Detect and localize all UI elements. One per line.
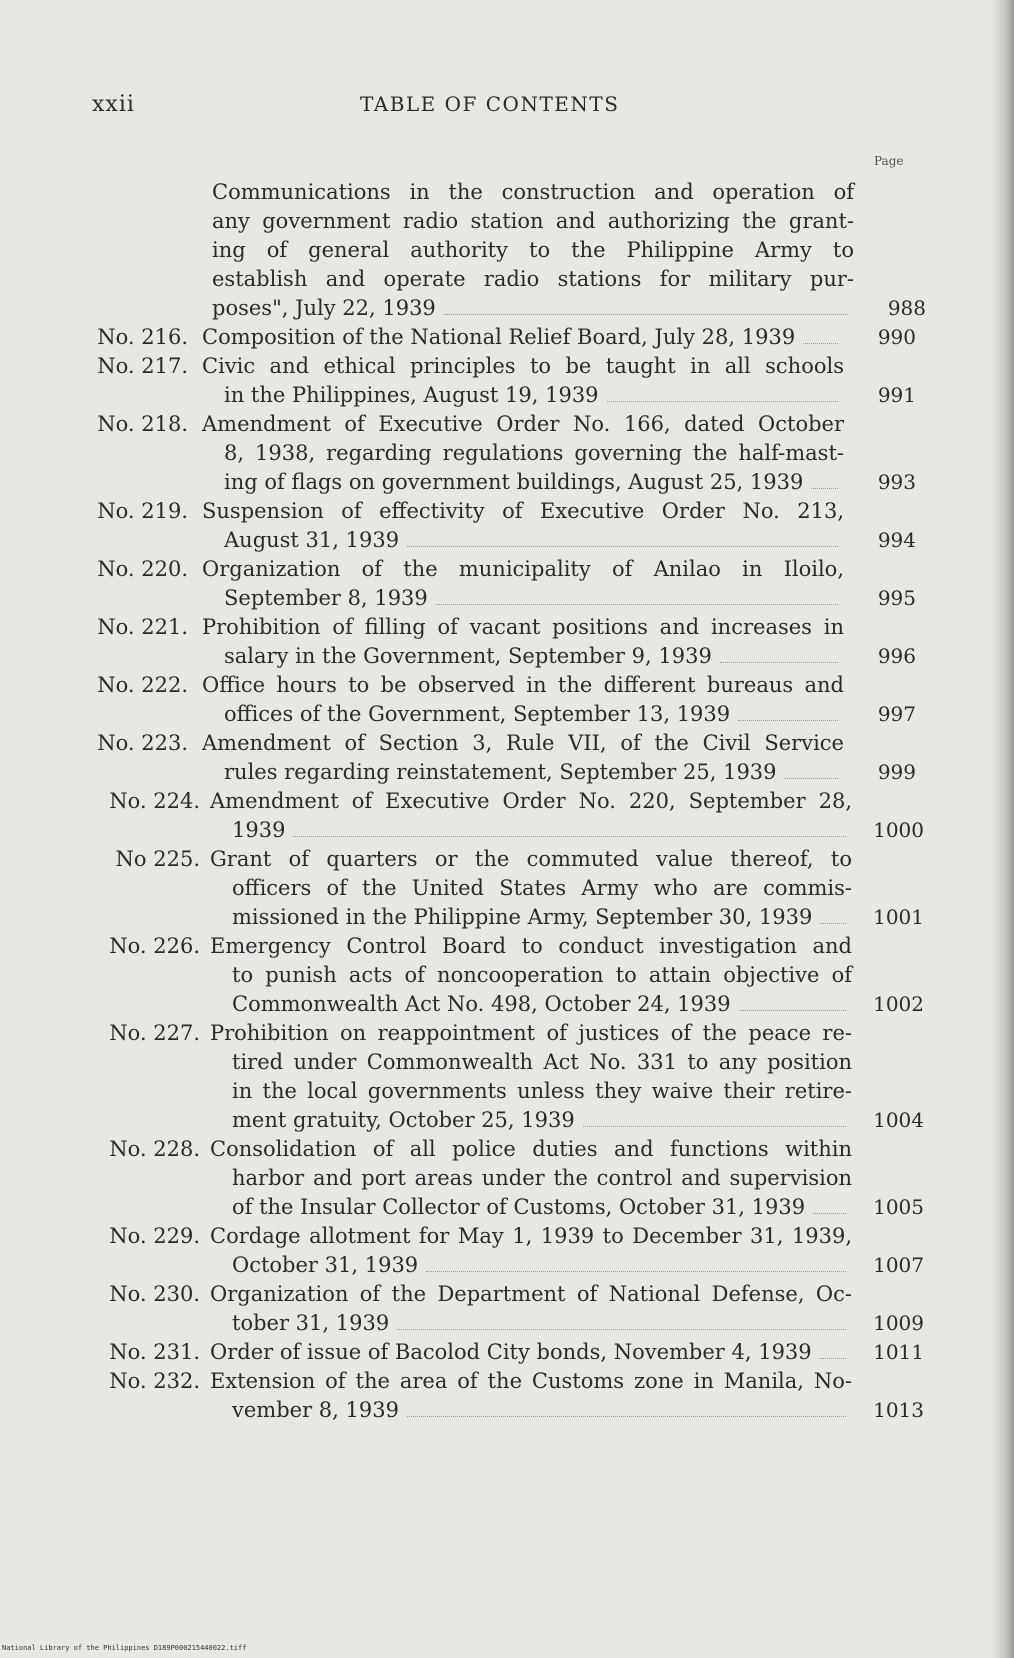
entry-line [210, 1338, 852, 1367]
dot-leader [820, 1357, 846, 1359]
order-number: No. 220. [97, 557, 188, 581]
entry-title [202, 497, 916, 555]
entry-title [210, 845, 924, 932]
toc-entry [0, 1280, 1014, 1338]
entry-line: in the local governments unless they waive their retire- [232, 1079, 852, 1103]
entry-line-text: in the Philippines, August 19, 1939 [224, 383, 599, 407]
page-number: 1001 [873, 905, 924, 929]
entry-line [202, 584, 844, 613]
entry-line: Communications in the construction and operation of [212, 180, 854, 204]
page-number: 1005 [873, 1195, 924, 1219]
page-number: 988 [887, 296, 926, 320]
entry-line [210, 903, 852, 932]
entry-line-text: Composition of the National Relief Board, July 28, 1939 [202, 325, 796, 349]
dot-leader [738, 719, 838, 721]
page-number: 995 [877, 586, 916, 610]
entry-title [210, 932, 924, 1019]
entry-line-text: of the Insular Collector of Customs, October 31, 1939 [232, 1195, 806, 1219]
page-number: 991 [877, 383, 916, 407]
toc-entry [0, 845, 1014, 932]
entry-line: Suspension of effectivity of Executive Order No. 213, [202, 499, 844, 523]
entry-line [202, 323, 844, 352]
order-number: No. 218. [97, 412, 188, 436]
order-number: No. 228. [109, 1137, 200, 1161]
entry-line [210, 1193, 852, 1222]
toc-entry [0, 323, 1014, 352]
entry-line: Amendment of Executive Order No. 166, dated October [202, 412, 844, 436]
entry-line: Grant of quarters or the commuted value thereof, to [210, 847, 852, 871]
entry-title [202, 410, 916, 497]
toc-entry [0, 178, 1014, 323]
entry-line: tired under Commonwealth Act No. 331 to any position [232, 1050, 852, 1074]
order-number: No. 217. [97, 354, 188, 378]
toc-entry [0, 352, 1014, 410]
dot-leader [820, 922, 846, 924]
entry-line [212, 294, 854, 323]
dot-leader [444, 313, 848, 315]
entry-line: Extension of the area of the Customs zone in Manila, No- [210, 1369, 852, 1393]
entry-line [210, 816, 852, 845]
order-number: No. 229. [109, 1224, 200, 1248]
entry-line: Amendment of Executive Order No. 220, September 28, [210, 789, 852, 813]
toc-entries [0, 178, 1014, 1425]
page-header [92, 92, 932, 122]
toc-entry [0, 613, 1014, 671]
entry-title [210, 1135, 924, 1222]
dot-leader [720, 661, 838, 663]
toc-entry [0, 729, 1014, 787]
entry-line: officers of the United States Army who are commis- [232, 876, 852, 900]
page-number: 1009 [873, 1311, 924, 1335]
entry-line [202, 468, 844, 497]
order-number: No. 216. [97, 325, 188, 349]
page-number: 990 [877, 325, 916, 349]
toc-entry [0, 1019, 1014, 1135]
entry-line [210, 990, 852, 1019]
entry-title [202, 323, 916, 352]
page-number: 994 [877, 528, 916, 552]
entry-line-text: Commonwealth Act No. 498, October 24, 1939 [232, 992, 731, 1016]
order-number: No. 231. [109, 1340, 200, 1364]
page-number: 993 [877, 470, 916, 494]
page-number: 1007 [873, 1253, 924, 1277]
toc-entry [0, 1338, 1014, 1367]
entry-line-text: August 31, 1939 [224, 528, 400, 552]
entry-line [202, 758, 844, 787]
order-number: No. 230. [109, 1282, 200, 1306]
entry-title [210, 1367, 924, 1425]
toc-entry [0, 1135, 1014, 1222]
entry-line: Office hours to be observed in the different bureaus and [202, 673, 844, 697]
entry-line: Prohibition on reappointment of justices of the peace re- [210, 1021, 852, 1045]
entry-line [202, 526, 844, 555]
entry-title [210, 1280, 924, 1338]
scan-footer: National Library of the Philippines D189P000215440022.tiff [2, 1644, 247, 1652]
entry-line [210, 1396, 852, 1425]
entry-line: Organization of the municipality of Anilao in Iloilo, [202, 557, 844, 581]
order-number: No. 226. [109, 934, 200, 958]
dot-leader [803, 342, 838, 344]
page-number: 1002 [873, 992, 924, 1016]
toc-entry [0, 410, 1014, 497]
entry-line-text: tober 31, 1939 [232, 1311, 390, 1335]
entry-line: Organization of the Department of National Defense, Oc- [210, 1282, 852, 1306]
entry-line-text: salary in the Government, September 9, 1939 [224, 644, 712, 668]
page-number: 1000 [873, 818, 924, 842]
entry-line: Prohibition of filling of vacant positions and increases in [202, 615, 844, 639]
entry-line [210, 1309, 852, 1338]
entry-line: any government radio station and authorizing the grant- [212, 209, 854, 233]
order-number: No 225. [115, 847, 200, 871]
dot-leader [785, 777, 838, 779]
toc-entry [0, 497, 1014, 555]
entry-line [210, 1251, 852, 1280]
dot-leader [407, 1415, 846, 1417]
toc-entry [0, 555, 1014, 613]
entry-title [202, 613, 916, 671]
dot-leader [436, 603, 838, 605]
order-number: No. 221. [97, 615, 188, 639]
dot-leader [397, 1328, 846, 1330]
page-number: 997 [877, 702, 916, 726]
page-number: 1013 [873, 1398, 924, 1422]
entry-line: harbor and port areas under the control and supervision [232, 1166, 852, 1190]
entry-line-text: vember 8, 1939 [232, 1398, 399, 1422]
entry-line-text: September 8, 1939 [224, 586, 428, 610]
entry-line: 8, 1938, regarding regulations governing the half-mast- [224, 441, 844, 465]
order-number: No. 219. [97, 499, 188, 523]
entry-line-text: 1939 [232, 818, 286, 842]
entry-line: Emergency Control Board to conduct investigation and [210, 934, 852, 958]
entry-line: Cordage allotment for May 1, 1939 to December 31, 1939, [210, 1224, 852, 1248]
entry-line-text: rules regarding reinstatement, September 25, 1939 [224, 760, 777, 784]
toc-entry [0, 787, 1014, 845]
entry-line: Amendment of Section 3, Rule VII, of the Civil Service [202, 731, 844, 755]
entry-title [210, 787, 924, 845]
entry-title [212, 178, 926, 323]
page-number: 1011 [873, 1340, 924, 1364]
toc-entry [0, 1367, 1014, 1425]
entry-line [202, 381, 844, 410]
dot-leader [811, 487, 838, 489]
entry-line: Consolidation of all police duties and functions within [210, 1137, 852, 1161]
dot-leader [813, 1212, 846, 1214]
page-title: TABLE OF CONTENTS [360, 92, 620, 116]
entry-title [202, 555, 916, 613]
entry-title [210, 1019, 924, 1135]
entry-line [202, 642, 844, 671]
toc-entry [0, 932, 1014, 1019]
entry-line: establish and operate radio stations for military pur- [212, 267, 854, 291]
dot-leader [426, 1270, 846, 1272]
entry-line [202, 700, 844, 729]
page-number: 1004 [873, 1108, 924, 1132]
entry-title [202, 671, 916, 729]
entry-title [202, 729, 916, 787]
entry-line: to punish acts of noncooperation to attain objective of [232, 963, 852, 987]
entry-line: ing of general authority to the Philippine Army to [212, 238, 854, 262]
dot-leader [293, 835, 846, 837]
entry-title [202, 352, 916, 410]
entry-line-text: ing of flags on government buildings, August 25, 1939 [224, 470, 804, 494]
entry-title [210, 1338, 924, 1367]
toc-entry [0, 1222, 1014, 1280]
dot-leader [407, 545, 838, 547]
entry-line-text: missioned in the Philippine Army, September 30, 1939 [232, 905, 813, 929]
order-number: No. 223. [97, 731, 188, 755]
page-column-label: Page [874, 154, 904, 168]
toc-entry [0, 671, 1014, 729]
entry-title [210, 1222, 924, 1280]
dot-leader [583, 1125, 846, 1127]
order-number: No. 227. [109, 1021, 200, 1045]
entry-line: Civic and ethical principles to be taught in all schools [202, 354, 844, 378]
page-number: 996 [877, 644, 916, 668]
entry-line-text: Order of issue of Bacolod City bonds, November 4, 1939 [210, 1340, 812, 1364]
order-number: No. 232. [109, 1369, 200, 1393]
page-folio: xxii [92, 92, 135, 117]
entry-line [210, 1106, 852, 1135]
entry-line-text: October 31, 1939 [232, 1253, 419, 1277]
entry-line-text: poses", July 22, 1939 [212, 296, 436, 320]
page-number: 999 [877, 760, 916, 784]
dot-leader [739, 1009, 846, 1011]
order-number: No. 222. [97, 673, 188, 697]
order-number: No. 224. [109, 789, 200, 813]
entry-line-text: offices of the Government, September 13, 1939 [224, 702, 731, 726]
dot-leader [607, 400, 838, 402]
entry-line-text: ment gratuity, October 25, 1939 [232, 1108, 575, 1132]
